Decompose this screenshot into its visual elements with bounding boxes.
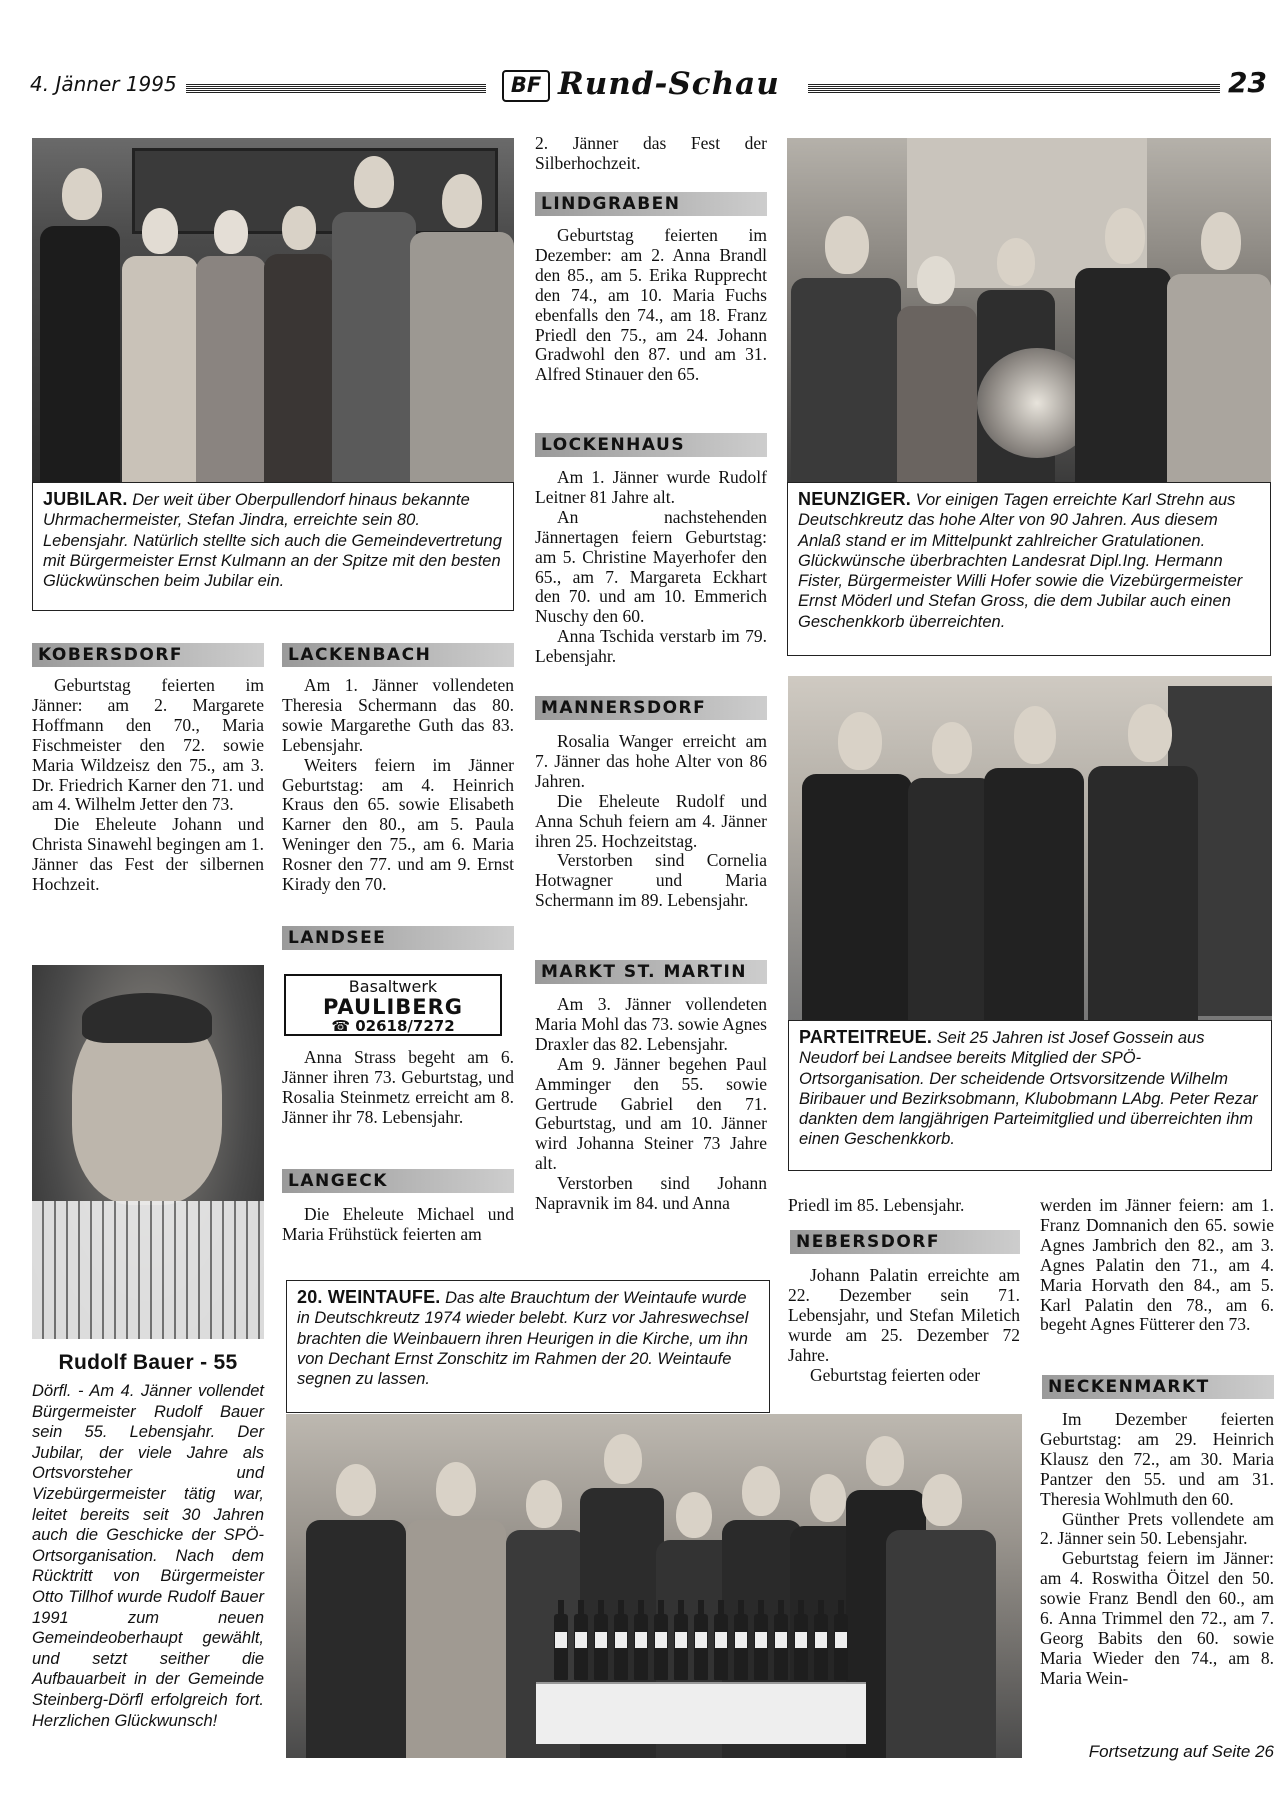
caption-jubilar-text: Der weit über Oberpullendorf hinaus bekannte Uhrmachermeister, Stefan Jindra, erreichte sein 80. Lebensjahr. Natürlich stellte sich auch die Gemeindevertretung mit Bürgermeister Ernst Kulmann an der Spitze mit den besten Glückwünschen beim Jubilar ein.	[43, 491, 502, 591]
header-date: 4. Jänner 1995	[30, 72, 177, 96]
lackenbach-p2: Weiters feiern im Jänner Geburtstag: am 4. Heinrich Kraus den 65. sowie Elisabeth Karner den 80., am 5. Paula Weninger den 75., am 6. Maria Rosner den 77. und am 9. Ernst Kirady den 70.	[282, 754, 514, 895]
article-col4-top	[788, 1196, 1020, 1216]
kobersdorf-p1: Geburtstag feierten im Jänner: am 2. Margarete Hoffmann den 70., Maria Fischmeister den 72. sowie Maria Wildzeisz den 75., am 3. Dr. Friedrich Karner den 71. und am 4. Wilhelm Jetter den 73.	[32, 675, 264, 815]
lockenhaus-p2: An nachstehenden Jännertagen feiern Geburtstag: am 5. Christine Mayerhofer den 65., am 7. Margareta Eckhart den 70. und am 10. Emmerich Nuschy den 60.	[535, 506, 767, 627]
mannersdorf-p1: Rosalia Wanger erreicht am 7. Jänner das hohe Alter von 86 Jahren.	[535, 731, 767, 791]
article-mannersdorf	[535, 732, 767, 911]
caption-weintaufe-text: Das alte Brauchtum der Weintaufe wurde in Deutschkreutz 1974 wieder belebt. Kurz vor Jahreswechsel brachten die Weinbauern ihren Heurigen in die Kirche, um ihn von Dechant Ernst Zonschitz im Rahmen der 20. Weintaufe segnen zu lassen.	[297, 1289, 749, 1389]
photo-rudolf-bauer	[32, 965, 264, 1339]
heading-landsee: LANDSEE	[282, 926, 514, 950]
article-kobersdorf	[32, 676, 264, 895]
heading-kobersdorf: KOBERSDORF	[32, 643, 264, 667]
lindgraben-p1: Geburtstag feierten im Dezember: am 2. Anna Brandl den 85., am 5. Erika Rupprecht den 74., am 10. Maria Fuchs ebenfalls den 74., am 18. Franz Priedl den 75., am 24. Johann Gradwohl den 87. und am 31. Alfred Stinauer den 65.	[535, 225, 767, 385]
nebersdorf-p2: Geburtstag feierten oder	[810, 1364, 981, 1385]
article-nebersdorf	[788, 1266, 1020, 1385]
photo-neunziger	[787, 138, 1271, 482]
header-rule-right	[808, 84, 1220, 93]
col4-p0: Priedl im 85. Lebensjahr.	[788, 1195, 965, 1215]
langeck-p1: Die Eheleute Michael und Maria Frühstück feierten am	[282, 1204, 514, 1244]
lockenhaus-p1: Am 1. Jänner wurde Rudolf Leitner 81 Jahre alt.	[535, 467, 767, 507]
caption-neunziger-title: NEUNZIGER.	[798, 489, 912, 509]
bauer-title: Rudolf Bauer - 55	[58, 1351, 238, 1374]
ad-line1: Basaltwerk	[348, 977, 438, 996]
neckenmarkt-p1: Im Dezember feierten Geburtstag: am 29. Heinrich Klausz den 72., am 30. Maria Pantzer den 55. und am 31. Theresia Wohlmuth den 60.	[1040, 1409, 1274, 1509]
heading-lackenbach: LACKENBACH	[282, 643, 514, 667]
caption-neunziger-text: Vor einigen Tagen erreichte Karl Strehn aus Deutschkreutz das hohe Alter von 90 Jahren. Aus diesem Anlaß stand er im Mittelpunkt zahlreicher Gratulationen. Glückwünsche überbrachten Landesrat Dipl.Ing. Hermann Fister, Bürgermeister Willi Hofer sowie die Vizebürgermeister Ernst Möderl und Stefan Gross, die dem Jubilar auch einen Geschenkkorb überreichten.	[798, 491, 1243, 631]
heading-markt-st-martin: MARKT ST. MARTIN	[535, 960, 767, 984]
article-landsee	[282, 1048, 514, 1128]
caption-jubilar	[32, 482, 514, 611]
heading-nebersdorf: NEBERSDORF	[790, 1230, 1020, 1254]
article-col5-top	[1040, 1196, 1274, 1335]
page-number: 23	[1228, 66, 1267, 99]
lackenbach-p1: Am 1. Jänner vollendeten Theresia Schermann das 80. sowie Margarethe Guth das 83. Lebensjahr.	[282, 675, 514, 755]
kobersdorf-p2: Die Eheleute Johann und Christa Sinawehl begingen am 1. Jänner das Fest der silbernen Hochzeit.	[32, 814, 264, 895]
markt-p1: Am 3. Jänner vollendeten Maria Mohl das 73. sowie Agnes Draxler das 82. Lebensjahr.	[535, 994, 767, 1054]
markt-p3: Verstorben sind Johann Napravnik im 84. und Anna	[535, 1173, 767, 1214]
nebersdorf-p1: Johann Palatin erreichte am 22. Dezember sein 71. Lebensjahr, und Stefan Miletich wurde am 25. Dezember 72 Jahre.	[788, 1265, 1020, 1365]
ad-phone: 02618/7272	[355, 1017, 455, 1035]
caption-parteitreue	[788, 1020, 1272, 1171]
article-col3-top	[535, 134, 767, 174]
ad-line2: PAULIBERG	[322, 995, 464, 1019]
caption-weintaufe	[286, 1280, 770, 1413]
caption-jubilar-title: JUBILAR.	[43, 489, 128, 509]
neckenmarkt-p2: Günther Prets vollendete am 2. Jänner sein 50. Lebensjahr.	[1040, 1508, 1274, 1549]
heading-langeck: LANGECK	[282, 1169, 514, 1193]
heading-mannersdorf: MANNERSDORF	[535, 696, 767, 720]
article-lindgraben	[535, 226, 767, 385]
phone-icon: ☎	[331, 1017, 351, 1035]
caption-parteitreue-title: PARTEITREUE.	[799, 1027, 933, 1047]
heading-lindgraben: LINDGRABEN	[535, 192, 767, 216]
ad-pauliberg	[284, 974, 502, 1036]
continuation-note: Fortsetzung auf Seite 26	[1088, 1742, 1274, 1761]
mannersdorf-p3: Verstorben sind Cornelia Hotwagner und Maria Schermann im 89. Lebensjahr.	[535, 850, 767, 911]
neckenmarkt-p3: Geburtstag feiern im Jänner: am 4. Roswitha Öitzel den 50. sowie Franz Bendl den 60., am 6. Anna Trimmel den 72., am 7. Georg Babits den 60. sowie Maria Wieder den 74., am 8. Maria Wein-	[1040, 1548, 1274, 1688]
masthead-logo: BF	[502, 70, 550, 102]
article-lockenhaus	[535, 468, 767, 667]
masthead-title: Rund-Schau	[558, 66, 780, 102]
col3-top-p1: 2. Jänner das Fest der Silberhochzeit.	[535, 133, 767, 173]
col5-p0: werden im Jänner feiern: am 1. Franz Domnanich den 65. sowie Agnes Jambrich den 82., am 3. Agnes Palatin den 71., am 4. Maria Horvath den 84., am 5. Karl Palatin den 78., am 6. begeht Agnes Fütterer den 73.	[1040, 1195, 1274, 1335]
photo-weintaufe	[286, 1414, 1022, 1758]
heading-neckenmarkt: NECKENMARKT	[1042, 1375, 1274, 1399]
landsee-p1: Anna Strass begeht am 6. Jänner ihren 73. Geburtstag, und Rosalia Steinmetz erreicht am 8. Jänner ihr 78. Lebensjahr.	[282, 1047, 514, 1127]
lockenhaus-p3: Anna Tschida verstarb im 79. Lebensjahr.	[535, 626, 767, 667]
caption-parteitreue-text: Seit 25 Jahren ist Josef Gossein aus Neudorf bei Landsee bereits Mitglied der SPÖ-Ortsorganisation. Der scheidende Ortsvorsitzende Wilhelm Biribauer und Bezirksobmann, Klubobmann LAbg. Peter Rezar dankten dem langjährigen Parteimitglied und überreichten ihm einen Geschenkkorb.	[799, 1029, 1258, 1149]
article-neckenmarkt	[1040, 1410, 1274, 1689]
article-langeck	[282, 1205, 514, 1245]
photo-parteitreue	[788, 676, 1272, 1020]
caption-neunziger	[787, 482, 1271, 656]
article-lackenbach	[282, 676, 514, 895]
bauer-text: Dörfl. - Am 4. Jänner vollendet Bürgermeister Rudolf Bauer sein 55. Lebensjahr. Der Jubilar, der viele Jahre als Ortsvorsteher und Vizebürgermeister tätig war, leitet bereits seit 30 Jahren auch die Geschicke der SPÖ-Ortsorganisation. Nach dem Rücktritt von Bürgermeister Otto Tillhof wurde Rudolf Bauer 1991 zum neuen Gemeindeoberhaupt gewählt, und setzt seither die Aufbauarbeit in der Gemeinde Steinberg-Dörfl erfolgreich fort. Herzlichen Glückwunsch!	[32, 1382, 264, 1730]
article-markt-st-martin	[535, 995, 767, 1214]
mannersdorf-p2: Die Eheleute Rudolf und Anna Schuh feiern am 4. Jänner ihren 25. Hochzeitstag.	[535, 790, 767, 851]
markt-p2: Am 9. Jänner begehen Paul Amminger den 55. sowie Gertrude Gabriel den 71. Geburtstag, und am 10. Jänner wird Johanna Steiner 73 Jahre alt.	[535, 1053, 767, 1174]
caption-weintaufe-title: 20. WEINTAUFE.	[297, 1287, 441, 1307]
heading-lockenhaus: LOCKENHAUS	[535, 433, 767, 457]
photo-jubilar	[32, 138, 514, 482]
header-rule-left	[186, 84, 486, 93]
